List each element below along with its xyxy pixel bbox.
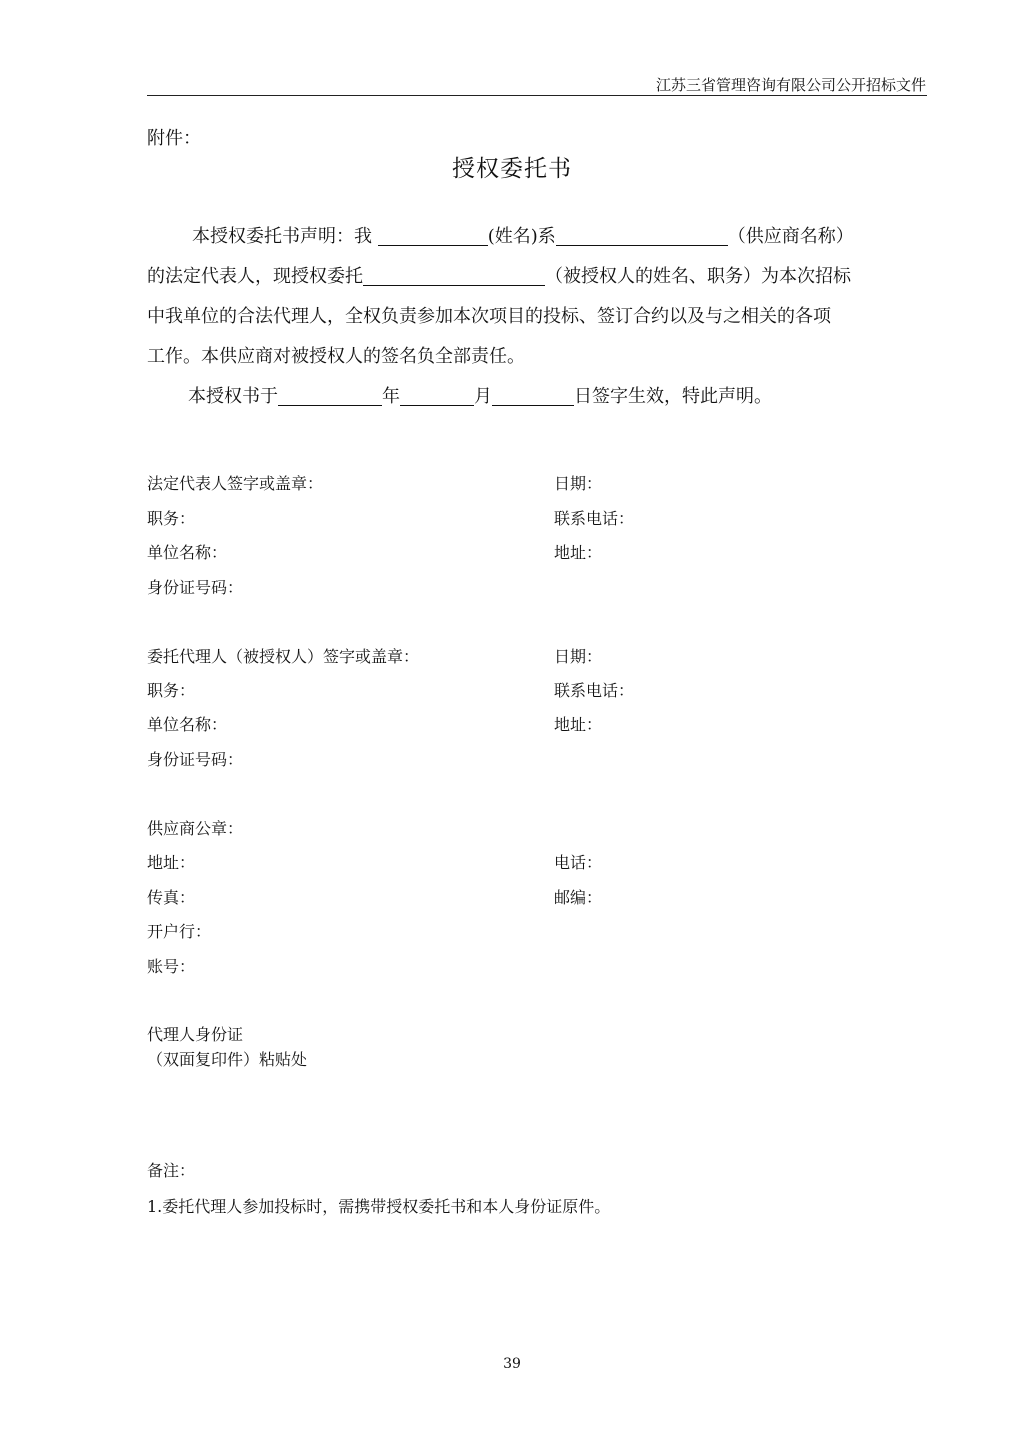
year-blank bbox=[278, 387, 382, 406]
supplier-bank-label: 开户行： bbox=[147, 922, 212, 941]
declaration-text: (姓名)系 bbox=[487, 226, 556, 247]
legal-rep-position-label: 职务： bbox=[147, 509, 196, 528]
agent-signature-label: 委托代理人（被授权人）签字或盖章： bbox=[147, 647, 420, 666]
legal-rep-phone-label: 联系电话： bbox=[554, 509, 635, 528]
agent-address-label: 地址： bbox=[554, 715, 603, 734]
declaration-text: 月 bbox=[474, 386, 492, 407]
attachment-label: 附件： bbox=[147, 128, 201, 149]
document-title: 授权委托书 bbox=[452, 156, 572, 182]
declaration-text: （供应商名称） bbox=[727, 226, 854, 247]
legal-rep-address-label: 地址： bbox=[554, 543, 603, 562]
agent-position-label: 职务： bbox=[147, 681, 196, 700]
declaration-line-3: 中我单位的合法代理人，全权负责参加本次项目的投标、签订合约以及与之相关的各项 bbox=[147, 306, 831, 327]
declaration-text: 本授权书于 bbox=[188, 386, 278, 407]
header-rule bbox=[147, 95, 927, 96]
declaration-text: （被授权人的姓名、职务）为本次招标 bbox=[545, 266, 851, 287]
declaration-text: 本授权委托书声明：我 bbox=[192, 226, 378, 247]
declaration-text: 日签字生效，特此声明。 bbox=[574, 386, 772, 407]
legal-rep-id-label: 身份证号码： bbox=[147, 578, 244, 597]
declaration-text: 的法定代表人，现授权委托 bbox=[147, 266, 363, 287]
supplier-seal-label: 供应商公章： bbox=[147, 819, 244, 838]
supplier-address-label: 地址： bbox=[147, 853, 196, 872]
page-number: 39 bbox=[503, 1356, 521, 1372]
agent-date-label: 日期： bbox=[554, 647, 603, 666]
legal-rep-unit-label: 单位名称： bbox=[147, 543, 228, 562]
legal-rep-date-label: 日期： bbox=[554, 474, 603, 493]
agent-id-label: 身份证号码： bbox=[147, 750, 244, 769]
notes-item-1: 1.委托代理人参加投标时，需携带授权委托书和本人身份证原件。 bbox=[147, 1197, 611, 1216]
month-blank bbox=[400, 387, 474, 406]
supplier-name-blank bbox=[556, 227, 728, 246]
declaration-line-4: 工作。本供应商对被授权人的签名负全部责任。 bbox=[147, 346, 525, 367]
declaration-text: 年 bbox=[382, 386, 400, 407]
agent-unit-label: 单位名称： bbox=[147, 715, 228, 734]
supplier-fax-label: 传真： bbox=[147, 888, 196, 907]
supplier-postcode-label: 邮编： bbox=[554, 888, 603, 907]
authorized-person-blank bbox=[363, 267, 545, 286]
legal-rep-signature-label: 法定代表人签字或盖章： bbox=[147, 474, 324, 493]
day-blank bbox=[492, 387, 574, 406]
declaration-line-2 bbox=[147, 262, 851, 288]
header-title: 江苏三省管理咨询有限公司公开招标文件 bbox=[655, 76, 926, 94]
agent-phone-label: 联系电话： bbox=[554, 681, 635, 700]
declaration-line-5 bbox=[188, 382, 772, 408]
declaration-line-1 bbox=[192, 222, 854, 248]
supplier-phone-label: 电话： bbox=[554, 853, 603, 872]
id-paste-label-2: （双面复印件）粘贴处 bbox=[147, 1050, 308, 1069]
supplier-account-label: 账号： bbox=[147, 957, 196, 976]
notes-label: 备注： bbox=[147, 1161, 196, 1180]
id-paste-label-1: 代理人身份证 bbox=[147, 1025, 244, 1044]
name-blank bbox=[378, 227, 488, 246]
